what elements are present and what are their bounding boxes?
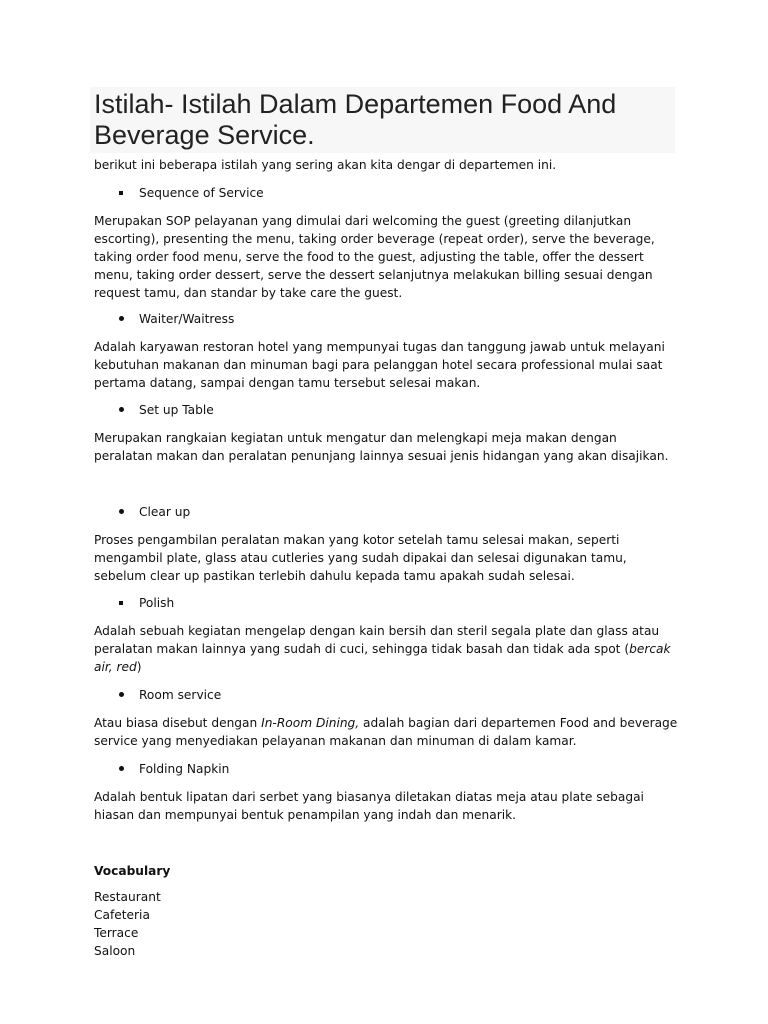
definition-italic-text: bercak air, red bbox=[94, 642, 671, 674]
term-room-service bbox=[94, 686, 679, 704]
definition-folding-napkin: Adalah bentuk lipatan dari serbet yang biasanya diletakan diatas meja atau plate sebagai hiasan dan mempunyai bentuk penampilan yang indah dan menarik. bbox=[94, 790, 644, 822]
title-box bbox=[90, 87, 675, 153]
term-set-up-table bbox=[94, 401, 679, 419]
term-polish bbox=[94, 594, 679, 612]
definition-polish bbox=[94, 622, 679, 676]
definition-room-service bbox=[94, 714, 679, 750]
document-body bbox=[94, 156, 679, 960]
term-label: Room service bbox=[139, 688, 222, 702]
page-title: Istilah- Istilah Dalam Departemen Food And Beverage Service. bbox=[94, 89, 617, 150]
definition-italic-text: In-Room Dining, bbox=[261, 716, 360, 730]
term-label: Waiter/Waitress bbox=[139, 312, 235, 326]
vocabulary-item: Restaurant bbox=[94, 890, 161, 904]
term-label: Sequence of Service bbox=[139, 186, 264, 200]
definition-clear-up: Proses pengambilan peralatan makan yang kotor setelah tamu selesai makan, seperti mengambil plate, glass atau cutleries yang sudah dipakai dan selesai digunakan tamu, sebelum clear up pastikan terlebih dahulu kepada tamu apakah sudah selesai. bbox=[94, 533, 627, 583]
vocabulary-item: Cafeteria bbox=[94, 908, 150, 922]
term-label: Folding Napkin bbox=[139, 762, 230, 776]
vocabulary-heading: Vocabulary bbox=[94, 864, 171, 878]
definition-text-end: ) bbox=[136, 660, 142, 674]
vocabulary-item: Terrace bbox=[94, 926, 139, 940]
definition-sequence-of-service: Merupakan SOP pelayanan yang dimulai dari welcoming the guest (greeting dilanjutkan escorting), presenting the menu, taking order beverage (repeat order), serve the beverage, taking order food menu, serve the food to the guest, adjusting the table, offer the dessert menu, taking order dessert, serve the dessert selanjutnya melakukan billing sesuai dengan request tamu, dan standar by take care the guest. bbox=[94, 214, 655, 300]
disc-bullet-icon bbox=[115, 401, 127, 419]
term-label: Clear up bbox=[139, 505, 191, 519]
definition-waiter-waitress: Adalah karyawan restoran hotel yang mempunyai tugas dan tanggung jawab untuk melayani kebutuhan makanan dan minuman bagi para pelanggan hotel secara professional mulai saat pertama datang, sampai dengan tamu tersebut selesai makan. bbox=[94, 340, 665, 390]
term-clear-up bbox=[94, 503, 679, 521]
disc-bullet-icon bbox=[115, 310, 127, 328]
term-sequence-of-service bbox=[94, 184, 679, 202]
disc-bullet-icon bbox=[115, 760, 127, 778]
term-waiter-waitress bbox=[94, 310, 679, 328]
term-folding-napkin bbox=[94, 760, 679, 778]
term-label: Set up Table bbox=[139, 403, 214, 417]
definition-text: adalah bagian dari departemen Food and beverage service yang menyediakan pelayanan makanan dan minuman di dalam kamar. bbox=[94, 716, 678, 748]
definition-set-up-table: Merupakan rangkaian kegiatan untuk mengatur dan melengkapi meja makan dengan peralatan makan dan peralatan penunjang lainnya sesuai jenis hidangan yang akan disajikan. bbox=[94, 431, 669, 463]
definition-text: Adalah sebuah kegiatan mengelap dengan kain bersih dan steril segala plate dan glass atau peralatan makan lainnya yang sudah di cuci, sehingga tidak basah dan tidak ada spot ( bbox=[94, 624, 660, 656]
square-bullet-icon bbox=[115, 184, 127, 202]
disc-bullet-icon bbox=[115, 686, 127, 704]
vocabulary-item: Saloon bbox=[94, 944, 136, 958]
definition-text-start: Atau biasa disebut dengan bbox=[94, 716, 262, 730]
term-label: Polish bbox=[139, 596, 175, 610]
intro-paragraph: berikut ini beberapa istilah yang sering akan kita dengar di departemen ini. bbox=[94, 158, 557, 172]
disc-bullet-icon bbox=[115, 503, 127, 521]
square-bullet-icon bbox=[115, 594, 127, 612]
